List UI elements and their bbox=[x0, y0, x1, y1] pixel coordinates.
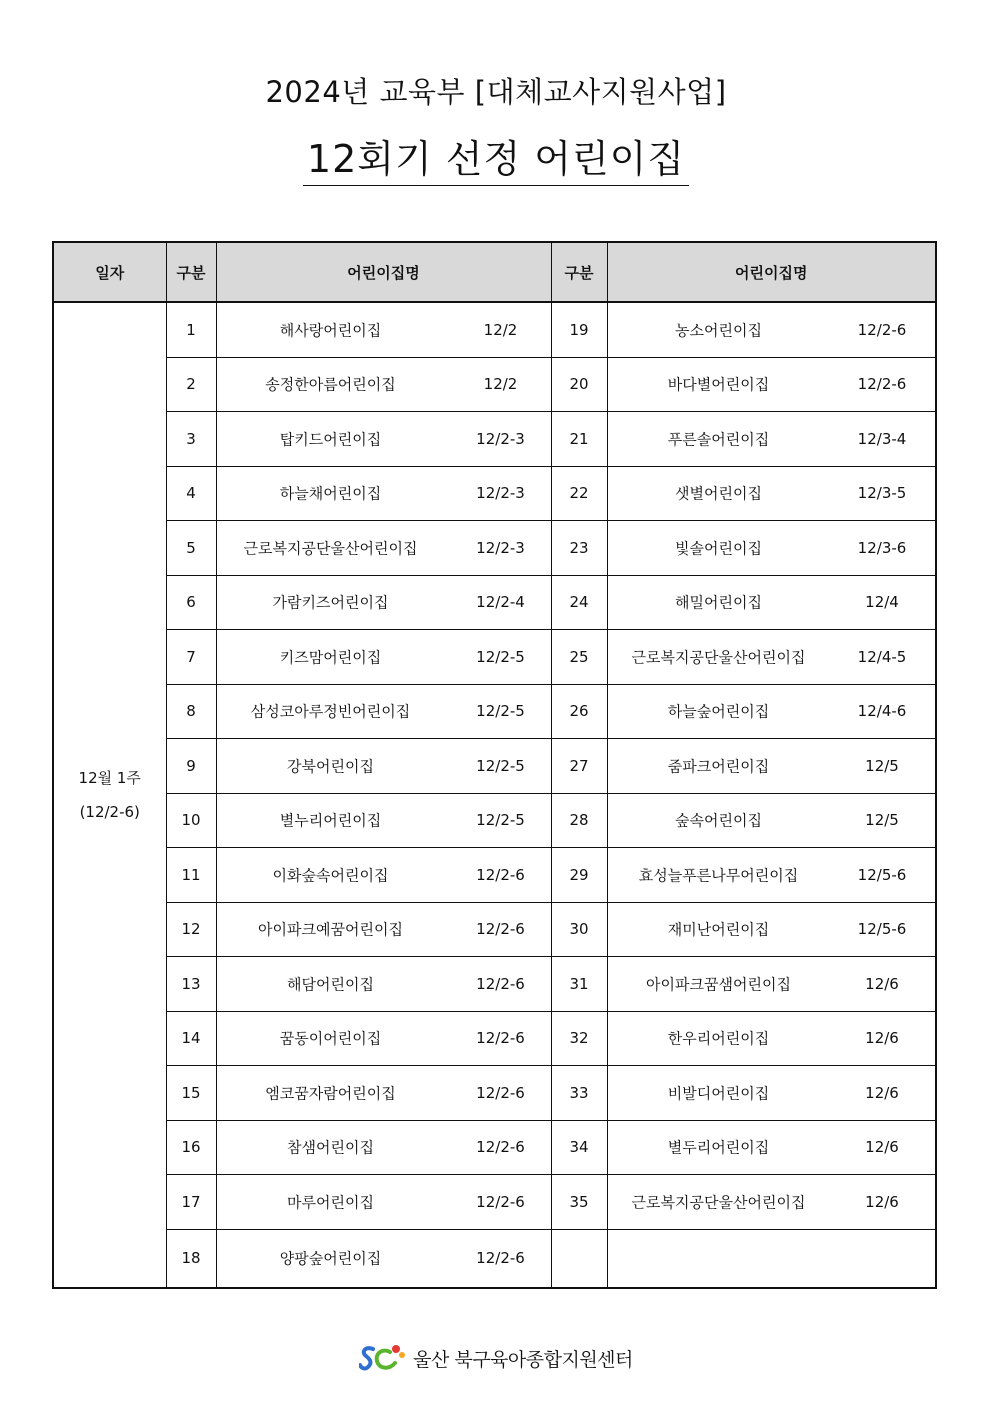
daycare-name: 꿈동이어린이집 bbox=[279, 1029, 382, 1048]
sc-logo-icon bbox=[359, 1343, 405, 1373]
daycare-name: 빛솔어린이집 bbox=[675, 539, 762, 558]
daycare-cell-left bbox=[216, 1011, 551, 1066]
table-row bbox=[53, 793, 936, 848]
daycare-dates: 12/2-3 bbox=[476, 484, 525, 503]
daycare-name: 한우리어린이집 bbox=[667, 1029, 770, 1048]
daycare-name: 키즈맘어린이집 bbox=[279, 648, 382, 667]
daycare-cell-right bbox=[607, 357, 936, 412]
row-number-left: 12 bbox=[166, 902, 216, 957]
daycare-cell-left bbox=[216, 630, 551, 685]
row-number-right: 25 bbox=[551, 630, 607, 685]
daycare-dates: 12/2-6 bbox=[857, 375, 907, 394]
row-number-left: 7 bbox=[166, 630, 216, 685]
row-number-left: 1 bbox=[166, 302, 216, 357]
row-number-right: 20 bbox=[551, 357, 607, 412]
daycare-dates: 12/2-6 bbox=[476, 974, 525, 993]
daycare-name: 해밀어린이집 bbox=[675, 593, 762, 612]
daycare-cell-right bbox=[607, 630, 936, 685]
table-row bbox=[53, 575, 936, 630]
daycare-dates: 12/4-5 bbox=[857, 647, 907, 666]
row-number-left: 3 bbox=[166, 412, 216, 467]
daycare-dates: 12/6 bbox=[865, 1138, 899, 1157]
daycare-dates: 12/2-6 bbox=[476, 920, 525, 939]
table-row bbox=[53, 1120, 936, 1175]
daycare-dates: 12/2-5 bbox=[476, 756, 525, 775]
daycare-cell-left bbox=[216, 1120, 551, 1175]
daycare-name: 송정한아름어린이집 bbox=[265, 375, 396, 394]
row-number-left: 11 bbox=[166, 848, 216, 903]
row-number-left: 13 bbox=[166, 957, 216, 1012]
daycare-name: 재미난어린이집 bbox=[667, 920, 770, 939]
daycare-name: 양팡숲어린이집 bbox=[279, 1249, 382, 1268]
header-name-left: 어린이집명 bbox=[216, 242, 551, 302]
daycare-cell-left bbox=[216, 848, 551, 903]
row-number-right: 29 bbox=[551, 848, 607, 903]
daycare-name: 농소어린이집 bbox=[675, 321, 762, 340]
daycare-name: 별누리어린이집 bbox=[279, 811, 382, 830]
daycare-name: 비발디어린이집 bbox=[667, 1084, 770, 1103]
table-row bbox=[53, 1066, 936, 1121]
daycare-name: 아이파크예꿈어린이집 bbox=[258, 920, 403, 939]
daycare-name: 해사랑어린이집 bbox=[279, 321, 382, 340]
daycare-dates: 12/3-5 bbox=[857, 484, 907, 503]
daycare-dates: 12/5-6 bbox=[857, 865, 907, 884]
row-number-left: 4 bbox=[166, 466, 216, 521]
daycare-name: 탑키드어린이집 bbox=[279, 430, 382, 449]
row-number-right: 27 bbox=[551, 739, 607, 794]
daycare-dates: 12/5-6 bbox=[857, 920, 907, 939]
daycare-cell-right bbox=[607, 302, 936, 357]
table-row bbox=[53, 521, 936, 576]
row-number-left: 5 bbox=[166, 521, 216, 576]
period-range: (12/2-6) bbox=[79, 802, 140, 821]
daycare-name: 참샘어린이집 bbox=[287, 1138, 374, 1157]
daycare-cell-left bbox=[216, 902, 551, 957]
daycare-name: 샛별어린이집 bbox=[675, 484, 762, 503]
daycare-dates: 12/4 bbox=[865, 593, 899, 612]
row-number-right: 24 bbox=[551, 575, 607, 630]
document-title: 2024년 교육부 [대체교사지원사업] bbox=[265, 75, 727, 109]
daycare-cell-left bbox=[216, 521, 551, 576]
daycare-cell-right bbox=[607, 1175, 936, 1230]
daycare-dates: 12/2-3 bbox=[476, 538, 525, 557]
daycare-cell-right bbox=[607, 575, 936, 630]
row-number-right: 21 bbox=[551, 412, 607, 467]
daycare-dates: 12/2-6 bbox=[857, 320, 907, 339]
table-row bbox=[53, 957, 936, 1012]
daycare-name: 강북어린이집 bbox=[287, 757, 374, 776]
row-number-left: 18 bbox=[166, 1229, 216, 1288]
daycare-cell-right bbox=[607, 739, 936, 794]
daycare-name: 이화숲속어린이집 bbox=[272, 866, 389, 885]
daycare-name: 아이파크꿈샘어린이집 bbox=[646, 975, 791, 994]
document-subtitle-wrap bbox=[0, 128, 992, 186]
row-number-right: 22 bbox=[551, 466, 607, 521]
row-number-right: 28 bbox=[551, 793, 607, 848]
row-number-right: 23 bbox=[551, 521, 607, 576]
daycare-name: 별두리어린이집 bbox=[667, 1138, 770, 1157]
table-row bbox=[53, 630, 936, 685]
row-number-right: 33 bbox=[551, 1066, 607, 1121]
daycare-dates: 12/6 bbox=[865, 1029, 899, 1048]
daycare-dates: 12/2-6 bbox=[476, 865, 525, 884]
row-number-left: 17 bbox=[166, 1175, 216, 1230]
table-row bbox=[53, 1175, 936, 1230]
daycare-dates: 12/2-6 bbox=[476, 1249, 525, 1267]
table-row bbox=[53, 1229, 936, 1288]
table-row bbox=[53, 302, 936, 357]
daycare-cell-left bbox=[216, 575, 551, 630]
daycare-name: 효성늘푸른나무어린이집 bbox=[638, 866, 799, 885]
daycare-name: 마루어린이집 bbox=[287, 1193, 374, 1212]
daycare-cell-left bbox=[216, 357, 551, 412]
daycare-cell-left bbox=[216, 466, 551, 521]
table-header-row bbox=[53, 242, 936, 302]
daycare-cell-left bbox=[216, 684, 551, 739]
header-name-right: 어린이집명 bbox=[607, 242, 936, 302]
daycare-dates: 12/2-5 bbox=[476, 811, 525, 830]
daycare-cell-left bbox=[216, 412, 551, 467]
table-row bbox=[53, 684, 936, 739]
daycare-dates: 12/6 bbox=[865, 1083, 899, 1102]
row-number-right: 31 bbox=[551, 957, 607, 1012]
row-number-left: 6 bbox=[166, 575, 216, 630]
table-body bbox=[53, 302, 936, 1288]
daycare-name: 근로복지공단울산어린이집 bbox=[631, 1193, 806, 1212]
daycare-dates: 12/2-5 bbox=[476, 702, 525, 721]
row-number-left: 15 bbox=[166, 1066, 216, 1121]
row-number-right bbox=[551, 1229, 607, 1288]
daycare-name: 엠코꿈자람어린이집 bbox=[265, 1084, 396, 1103]
daycare-dates: 12/3-4 bbox=[857, 429, 907, 448]
daycare-name: 푸른솔어린이집 bbox=[667, 430, 770, 449]
table-row bbox=[53, 466, 936, 521]
table-row bbox=[53, 357, 936, 412]
daycare-name: 근로복지공단울산어린이집 bbox=[631, 648, 806, 667]
daycare-cell-right bbox=[607, 902, 936, 957]
row-number-right: 32 bbox=[551, 1011, 607, 1066]
header-no-right: 구분 bbox=[551, 242, 607, 302]
row-number-right: 35 bbox=[551, 1175, 607, 1230]
daycare-dates: 12/2-4 bbox=[476, 593, 525, 612]
daycare-dates: 12/2 bbox=[483, 320, 518, 339]
table-row bbox=[53, 848, 936, 903]
daycare-cell-right bbox=[607, 848, 936, 903]
daycare-dates: 12/2 bbox=[483, 375, 518, 394]
row-number-left: 9 bbox=[166, 739, 216, 794]
daycare-name: 바다별어린이집 bbox=[667, 375, 770, 394]
daycare-dates: 12/2-6 bbox=[476, 1029, 525, 1048]
daycare-cell-right bbox=[607, 684, 936, 739]
header-date: 일자 bbox=[53, 242, 166, 302]
daycare-name: 근로복지공단울산어린이집 bbox=[243, 539, 418, 558]
row-number-right: 30 bbox=[551, 902, 607, 957]
row-number-left: 10 bbox=[166, 793, 216, 848]
daycare-dates: 12/5 bbox=[865, 756, 899, 775]
daycare-name: 하늘채어린이집 bbox=[279, 484, 382, 503]
table-row bbox=[53, 902, 936, 957]
daycare-dates: 12/2-6 bbox=[476, 1083, 525, 1102]
daycare-cell-right bbox=[607, 521, 936, 576]
daycare-dates: 12/2-6 bbox=[476, 1138, 525, 1157]
row-number-right: 26 bbox=[551, 684, 607, 739]
header-no-left: 구분 bbox=[166, 242, 216, 302]
daycare-cell-left bbox=[216, 1066, 551, 1121]
daycare-name: 하늘숲어린이집 bbox=[667, 702, 770, 721]
daycare-cell-left bbox=[216, 302, 551, 357]
document-subtitle: 12회기 선정 어린이집 bbox=[303, 128, 689, 186]
daycare-name: 해담어린이집 bbox=[287, 975, 374, 994]
daycare-cell-right bbox=[607, 957, 936, 1012]
row-number-left: 8 bbox=[166, 684, 216, 739]
daycare-name: 숲속어린이집 bbox=[675, 811, 762, 830]
daycare-dates: 12/2-6 bbox=[476, 1192, 525, 1211]
selection-table bbox=[52, 241, 937, 1289]
period-cell bbox=[53, 302, 166, 1288]
row-number-right: 34 bbox=[551, 1120, 607, 1175]
daycare-cell-right bbox=[607, 412, 936, 467]
daycare-cell-left bbox=[216, 1229, 551, 1288]
row-number-right: 19 bbox=[551, 302, 607, 357]
row-number-left: 2 bbox=[166, 357, 216, 412]
period-week: 12월 1주 bbox=[78, 768, 141, 787]
daycare-cell-left bbox=[216, 957, 551, 1012]
daycare-cell-left bbox=[216, 739, 551, 794]
row-number-left: 16 bbox=[166, 1120, 216, 1175]
table-row bbox=[53, 739, 936, 794]
daycare-dates: 12/4-6 bbox=[857, 702, 907, 721]
footer bbox=[0, 1343, 992, 1377]
row-number-left: 14 bbox=[166, 1011, 216, 1066]
daycare-cell-left bbox=[216, 793, 551, 848]
daycare-name: 줌파크어린이집 bbox=[667, 757, 770, 776]
daycare-cell-right bbox=[607, 1120, 936, 1175]
table-row bbox=[53, 412, 936, 467]
daycare-dates: 12/5 bbox=[865, 811, 899, 830]
daycare-cell-right bbox=[607, 1229, 936, 1288]
daycare-name: 가람키즈어린이집 bbox=[272, 593, 389, 612]
daycare-cell-right bbox=[607, 1066, 936, 1121]
table-row bbox=[53, 1011, 936, 1066]
daycare-dates: 12/6 bbox=[865, 974, 899, 993]
daycare-cell-left bbox=[216, 1175, 551, 1230]
daycare-dates: 12/2-5 bbox=[476, 647, 525, 666]
daycare-cell-right bbox=[607, 793, 936, 848]
daycare-cell-right bbox=[607, 1011, 936, 1066]
daycare-name: 삼성코아루정빈어린이집 bbox=[250, 702, 411, 721]
daycare-cell-right bbox=[607, 466, 936, 521]
footer-center-name: 울산 북구육아종합지원센터 bbox=[413, 1348, 633, 1371]
daycare-dates: 12/6 bbox=[865, 1192, 899, 1211]
daycare-dates: 12/2-3 bbox=[476, 429, 525, 448]
daycare-dates: 12/3-6 bbox=[857, 538, 907, 557]
